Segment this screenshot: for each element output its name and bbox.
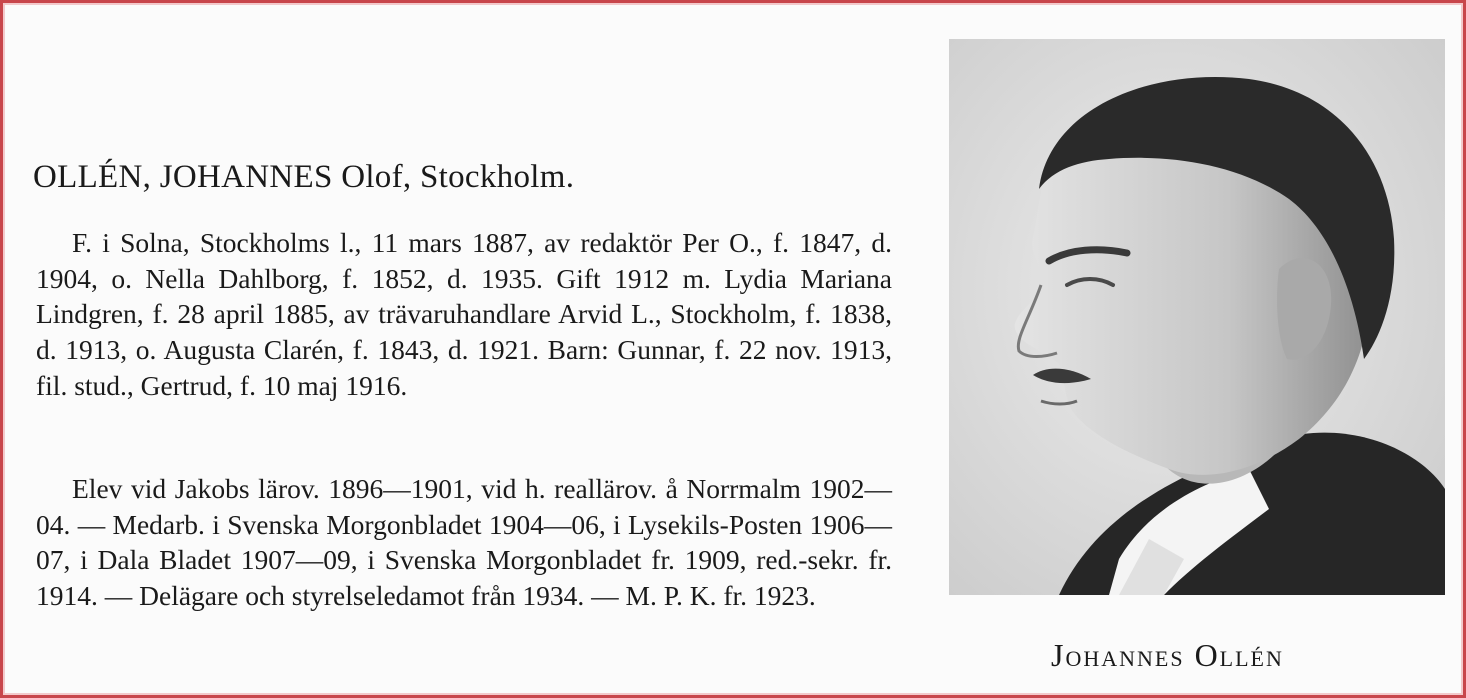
biography-paragraph-career	[36, 471, 892, 614]
paragraph-text: Elev vid Jakobs lärov. 1896—1901, vid h. reallärov. å Norrmalm 1902—04. — Medarb. i Svenska Morgonbladet 1904—06, i Lysekils-Posten 1906—07, i Dala Bladet 1907—09, i Svenska Morgonbladet fr. 1909, red.-sekr. fr. 1914. — Delägare och styrelseledamot från 1934. — M. P. K. fr. 1923.	[36, 473, 892, 612]
biography-paragraph-family	[36, 225, 892, 404]
portrait-photo	[949, 39, 1445, 595]
entry-title: OLLÉN, JOHANNES Olof, Stockholm.	[33, 159, 575, 195]
portrait-illustration	[949, 39, 1445, 595]
portrait-caption: Johannes Ollén	[1051, 637, 1284, 673]
paragraph-text: F. i Solna, Stockholms l., 11 mars 1887, av redaktör Per O., f. 1847, d. 1904, o. Nella Dahlborg, f. 1852, d. 1935. Gift 1912 m. Lydia Mariana Lindgren, f. 28 april 1885, av trävaruhandlare Arvid L., Stockholm, f. 1838, d. 1913, o. Augusta Clarén, f. 1843, d. 1921. Barn: Gunnar, f. 22 nov. 1913, fil. stud., Gertrud, f. 10 maj 1916.	[36, 227, 892, 401]
